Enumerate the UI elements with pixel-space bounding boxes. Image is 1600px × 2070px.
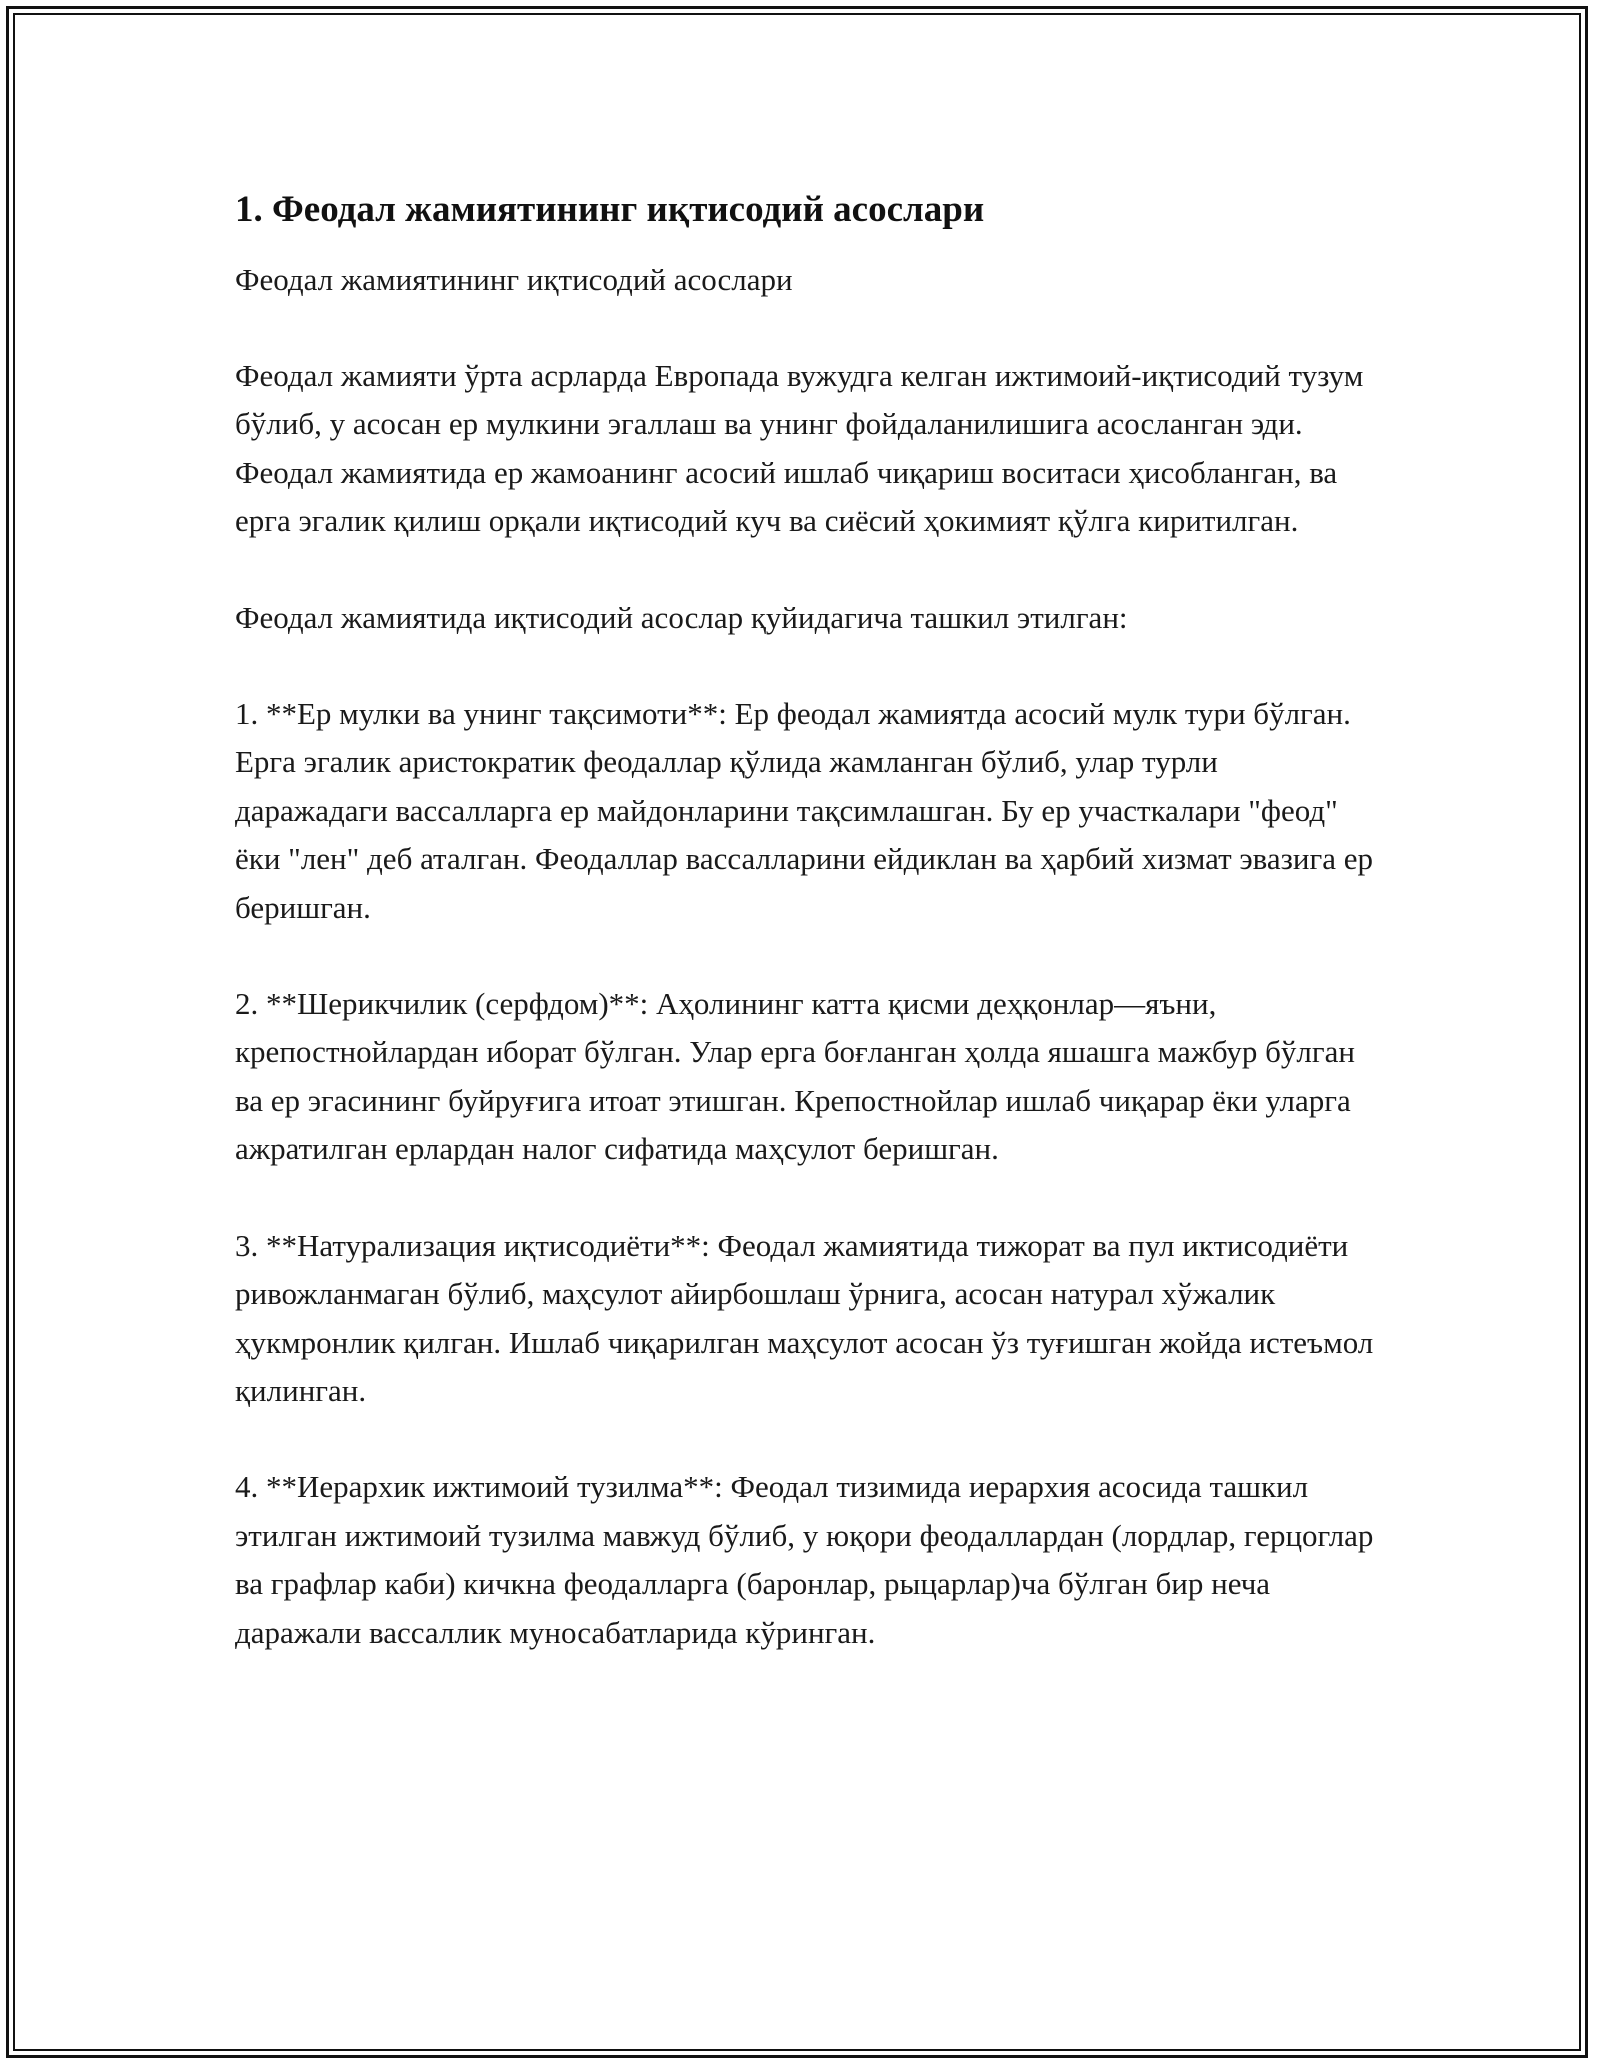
paragraph-item-3: 3. **Натурализация иқтисодиёти**: Феодал жамиятида тижорат ва пул иктисодиёти ривожланмаган бўлиб, маҳсулот айирбошлаш ўрнига, асосан натурал хўжалик ҳукмронлик қилган. Ишлаб чиқарилган маҳсулот асосан ўз туғишган жойда истеъмол қилинган.: [235, 1227, 1374, 1408]
paragraph-item-1: 1. **Ер мулки ва унинг тақсимоти**: Ер феодал жамиятда асосий мулк тури бўлган. Ерга эгалик аристократик феодаллар қўлида жамланган бўлиб, улар турли даражадаги вассалларга ер майдонларини тақсимлашган. Бу ер участкалари "феод" ёки "лен" деб аталган. Феодаллар вассалларини ейдиклан ва ҳарбий хизмат эвазига ер беришган.: [235, 696, 1373, 925]
paragraph-item-2: 2. **Шерикчилик (серфдом)**: Аҳолининг катта қисми деҳқонлар—яъни, крепостнойлардан иборат бўлган. Улар ерга боғланган ҳолда яшашга мажбур бўлган ва ер эгасининг буйруғига итоат этишган. Крепостнойлар ишлаб чиқарар ёки уларга ажратилган ерлардан налог сифатида маҳсулот беришган.: [235, 986, 1355, 1167]
document-body: [235, 186, 1375, 1705]
document-title: 1. Феодал жамиятининг иқтисодий асослари: [235, 189, 985, 230]
paragraph-item-4: 4. **Иерархик ижтимоий тузилма**: Феодал тизимида иерархия асосида ташкил этилган ижтимоий тузилма мавжуд бўлиб, у юқори феодаллардан (лордлар, герцоглар ва графлар каби) кичкна феодалларга (баронлар, рыцарлар)ча бўлган бир неча даражали вассаллик муносабатларида кўринган.: [235, 1469, 1374, 1650]
paragraph-intro: Феодал жамияти ўрта асрларда Европада вужудга келган ижтимоий-иқтисодий тузум бўлиб, у асосан ер мулкини эгаллаш ва унинг фойдаланилишига асосланган эди. Феодал жамиятида ер жамоанинг асосий ишлаб чиқариш воситаси ҳисобланган, ва ерга эгалик қилиш орқали иқтисодий куч ва сиёсий ҳокимият қўлга киритилган.: [235, 358, 1364, 539]
document-subtitle: Феодал жамиятининг иқтисодий асослари: [235, 262, 793, 297]
paragraph-lead: Феодал жамиятида иқтисодий асослар қуйидагича ташкил этилган:: [235, 599, 1128, 635]
